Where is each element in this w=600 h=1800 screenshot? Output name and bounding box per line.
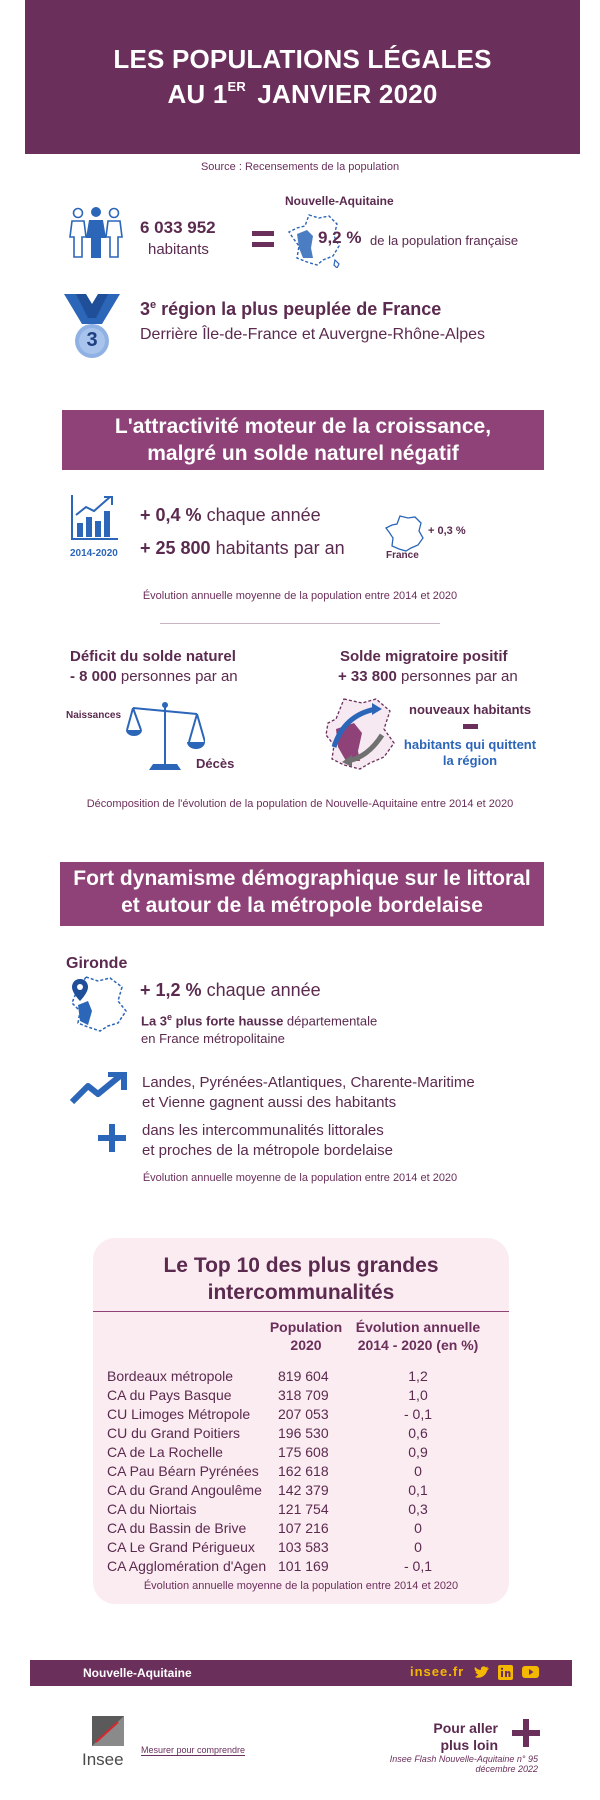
section-attractivity-title-1: L'attractivité moteur de la croissance, bbox=[114, 415, 492, 438]
cell-name: CA du Niortais bbox=[107, 1501, 197, 1517]
cell-name: CU Limoges Métropole bbox=[107, 1406, 251, 1422]
cell-evolution: 0,1 bbox=[408, 1482, 428, 1498]
births-label: Naissances bbox=[66, 710, 122, 721]
top10-divider bbox=[93, 1311, 509, 1312]
equals-sign bbox=[252, 231, 274, 247]
gironde-rank: La 3e plus forte hausse départementale en France métropolitaine bbox=[141, 1012, 378, 1047]
cell-evolution: 0,9 bbox=[408, 1444, 428, 1460]
migration-map-icon bbox=[324, 695, 400, 771]
cell-name: Bordeaux métropole bbox=[107, 1368, 234, 1384]
rank-subtitle: Derrière Île-de-France et Auvergne-Rhône-Alpes bbox=[140, 326, 486, 343]
section1-note: Évolution annuelle moyenne de la population entre 2014 et 2020 bbox=[142, 590, 458, 602]
top10-title: Le Top 10 des plus grandes intercommunalités bbox=[163, 1254, 439, 1304]
leaving-inhabitants-label: habitants qui quittent la région bbox=[403, 737, 537, 768]
insee-link[interactable]: insee.fr bbox=[410, 1664, 465, 1679]
cell-population: 107 216 bbox=[278, 1520, 329, 1536]
medal-icon bbox=[62, 292, 122, 360]
natural-balance-title: Déficit du solde naturel bbox=[70, 648, 236, 665]
period-label: 2014-2020 bbox=[70, 548, 118, 559]
table-row bbox=[93, 1482, 509, 1501]
cell-evolution: - 0,1 bbox=[403, 1406, 432, 1422]
cell-population: 162 618 bbox=[278, 1463, 329, 1479]
france-rate: + 0,3 % bbox=[428, 525, 466, 537]
footer-region: Nouvelle-Aquitaine bbox=[83, 1666, 192, 1680]
region-label: Nouvelle-Aquitaine bbox=[285, 194, 394, 208]
people-icon bbox=[68, 207, 124, 259]
cell-population: 819 604 bbox=[278, 1368, 329, 1384]
cell-population: 142 379 bbox=[278, 1482, 329, 1498]
insee-logo bbox=[82, 1716, 138, 1752]
gironde-label: Gironde bbox=[66, 955, 128, 972]
medal-number: 3 bbox=[86, 329, 98, 351]
minus-sign bbox=[463, 724, 478, 729]
table-row bbox=[93, 1463, 509, 1482]
coastal-text: dans les intercommunalités littorales et proches de la métropole bordelaise bbox=[142, 1122, 393, 1159]
cell-evolution: 0,3 bbox=[408, 1501, 428, 1517]
new-inhabitants-label: nouveaux habitants bbox=[409, 702, 532, 717]
section-attractivity-band bbox=[62, 410, 544, 470]
section-attractivity-title-2: malgré un solde naturel négatif bbox=[147, 442, 459, 465]
migration-balance-title: Solde migratoire positif bbox=[340, 648, 508, 665]
page-title-line2: AU 1ER JANVIER 2020 bbox=[167, 79, 438, 109]
cell-population: 207 053 bbox=[278, 1406, 329, 1422]
cell-population: 175 608 bbox=[278, 1444, 329, 1460]
growth-chart-icon bbox=[70, 493, 120, 541]
population-share: 9,2 % bbox=[318, 228, 362, 247]
top10-panel bbox=[93, 1238, 509, 1604]
population-value: 6 033 952 bbox=[140, 218, 216, 237]
rate-line: + 0,4 % chaque année bbox=[140, 505, 321, 525]
population-unit: habitants bbox=[148, 241, 209, 258]
top10-note: Évolution annuelle moyenne de la population entre 2014 et 2020 bbox=[143, 1580, 459, 1592]
twitter-icon[interactable] bbox=[474, 1665, 490, 1680]
cell-evolution: 0 bbox=[414, 1463, 422, 1479]
publication-ref: Insee Flash Nouvelle-Aquitaine n° 95 décembre 2022 bbox=[389, 1754, 538, 1774]
gironde-map-icon bbox=[68, 975, 128, 1033]
insee-logo-text: Insee bbox=[82, 1750, 124, 1769]
other-depts-text: Landes, Pyrénées-Atlantiques, Charente-Maritime et Vienne gagnent aussi des habitants bbox=[142, 1074, 475, 1111]
rank-title: 3e région la plus peuplée de France bbox=[140, 299, 442, 319]
cell-name: CA Le Grand Périgueux bbox=[107, 1539, 255, 1555]
table-row bbox=[93, 1406, 509, 1425]
cell-evolution: 0,6 bbox=[408, 1425, 428, 1441]
source-note: Source : Recensements de la population bbox=[200, 161, 400, 173]
inhabitants-line: + 25 800 habitants par an bbox=[140, 538, 345, 558]
section-dynamism-band bbox=[60, 862, 544, 926]
cell-evolution: 0 bbox=[414, 1520, 422, 1536]
cell-population: 101 169 bbox=[278, 1558, 329, 1574]
table-row bbox=[93, 1425, 509, 1444]
section-dynamism-title-1: Fort dynamisme démographique sur le littoral bbox=[73, 867, 531, 890]
page-title-line1: LES POPULATIONS LÉGALES bbox=[113, 44, 492, 74]
plus-icon bbox=[98, 1124, 126, 1152]
col-evolution-header: Évolution annuelle 2014 - 2020 (en %) bbox=[355, 1319, 481, 1353]
header-banner bbox=[25, 0, 580, 154]
france-outline-icon bbox=[385, 514, 425, 552]
table-row bbox=[93, 1387, 509, 1406]
col-population-header: Population 2020 bbox=[269, 1319, 343, 1353]
section-dynamism-title-2: et autour de la métropole bordelaise bbox=[121, 894, 483, 917]
table-row bbox=[93, 1539, 509, 1558]
trend-up-icon bbox=[68, 1072, 128, 1106]
cell-population: 318 709 bbox=[278, 1387, 329, 1403]
more-info-plus-icon[interactable] bbox=[512, 1719, 540, 1747]
table-row bbox=[93, 1520, 509, 1539]
more-info-label[interactable]: Pour aller plus loin bbox=[433, 1720, 498, 1753]
migration-balance-value: + 33 800 personnes par an bbox=[338, 668, 518, 685]
footer-bar bbox=[30, 1660, 572, 1686]
cell-population: 121 754 bbox=[278, 1501, 329, 1517]
cell-name: CA du Bassin de Brive bbox=[107, 1520, 247, 1536]
table-row bbox=[93, 1368, 509, 1387]
deaths-label: Décès bbox=[196, 756, 235, 771]
population-share-text: de la population française bbox=[370, 233, 519, 248]
section2-note: Évolution annuelle moyenne de la population entre 2014 et 2020 bbox=[142, 1172, 458, 1184]
cell-evolution: - 0,1 bbox=[403, 1558, 432, 1574]
cell-name: CA Pau Béarn Pyrénées bbox=[107, 1463, 259, 1479]
cell-evolution: 0 bbox=[414, 1539, 422, 1555]
cell-population: 196 530 bbox=[278, 1425, 329, 1441]
linkedin-icon[interactable] bbox=[498, 1665, 514, 1680]
table-row bbox=[93, 1444, 509, 1463]
balance-note: Décomposition de l'évolution de la population de Nouvelle-Aquitaine entre 2014 et 2020 bbox=[86, 798, 514, 810]
youtube-icon[interactable] bbox=[522, 1665, 538, 1680]
scale-icon bbox=[125, 700, 205, 772]
gironde-rate: + 1,2 % chaque année bbox=[140, 980, 321, 1000]
cell-name: CA Agglomération d'Agen bbox=[107, 1558, 267, 1574]
table-row bbox=[93, 1501, 509, 1520]
cell-name: CA de La Rochelle bbox=[107, 1444, 223, 1460]
cell-name: CU du Grand Poitiers bbox=[107, 1425, 241, 1441]
cell-population: 103 583 bbox=[278, 1539, 329, 1555]
cell-evolution: 1,2 bbox=[408, 1368, 428, 1384]
divider bbox=[160, 623, 440, 624]
cell-name: CA du Pays Basque bbox=[107, 1387, 232, 1403]
table-row bbox=[93, 1558, 509, 1577]
cell-evolution: 1,0 bbox=[408, 1387, 428, 1403]
france-label: France bbox=[386, 550, 419, 561]
natural-balance-value: - 8 000 personnes par an bbox=[70, 668, 238, 685]
cell-name: CA du Grand Angoulême bbox=[107, 1482, 262, 1498]
insee-tagline: Mesurer pour comprendre bbox=[141, 1745, 246, 1755]
